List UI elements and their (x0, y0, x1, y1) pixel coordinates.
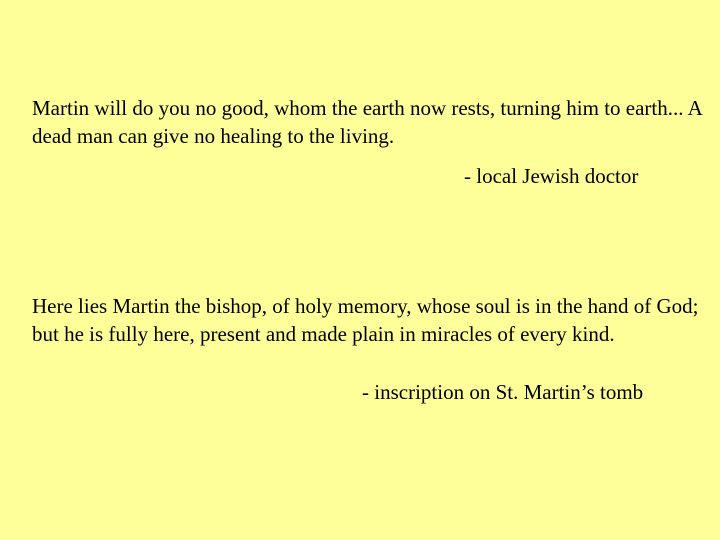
quote-attribution: - inscription on St. Martin’s tomb (362, 380, 644, 404)
quote-block-tomb-inscription (32, 292, 702, 348)
quote-text: Here lies Martin the bishop, of holy memory, whose soul is in the hand of God; but he is fully here, present and made plain in miracles of every kind. (32, 294, 699, 346)
quote-block-jewish-doctor (32, 94, 702, 150)
quote-text: Martin will do you no good, whom the earth now rests, turning him to earth... A dead man can give no healing to the living. (32, 96, 702, 148)
quote-attribution: - local Jewish doctor (464, 164, 639, 188)
